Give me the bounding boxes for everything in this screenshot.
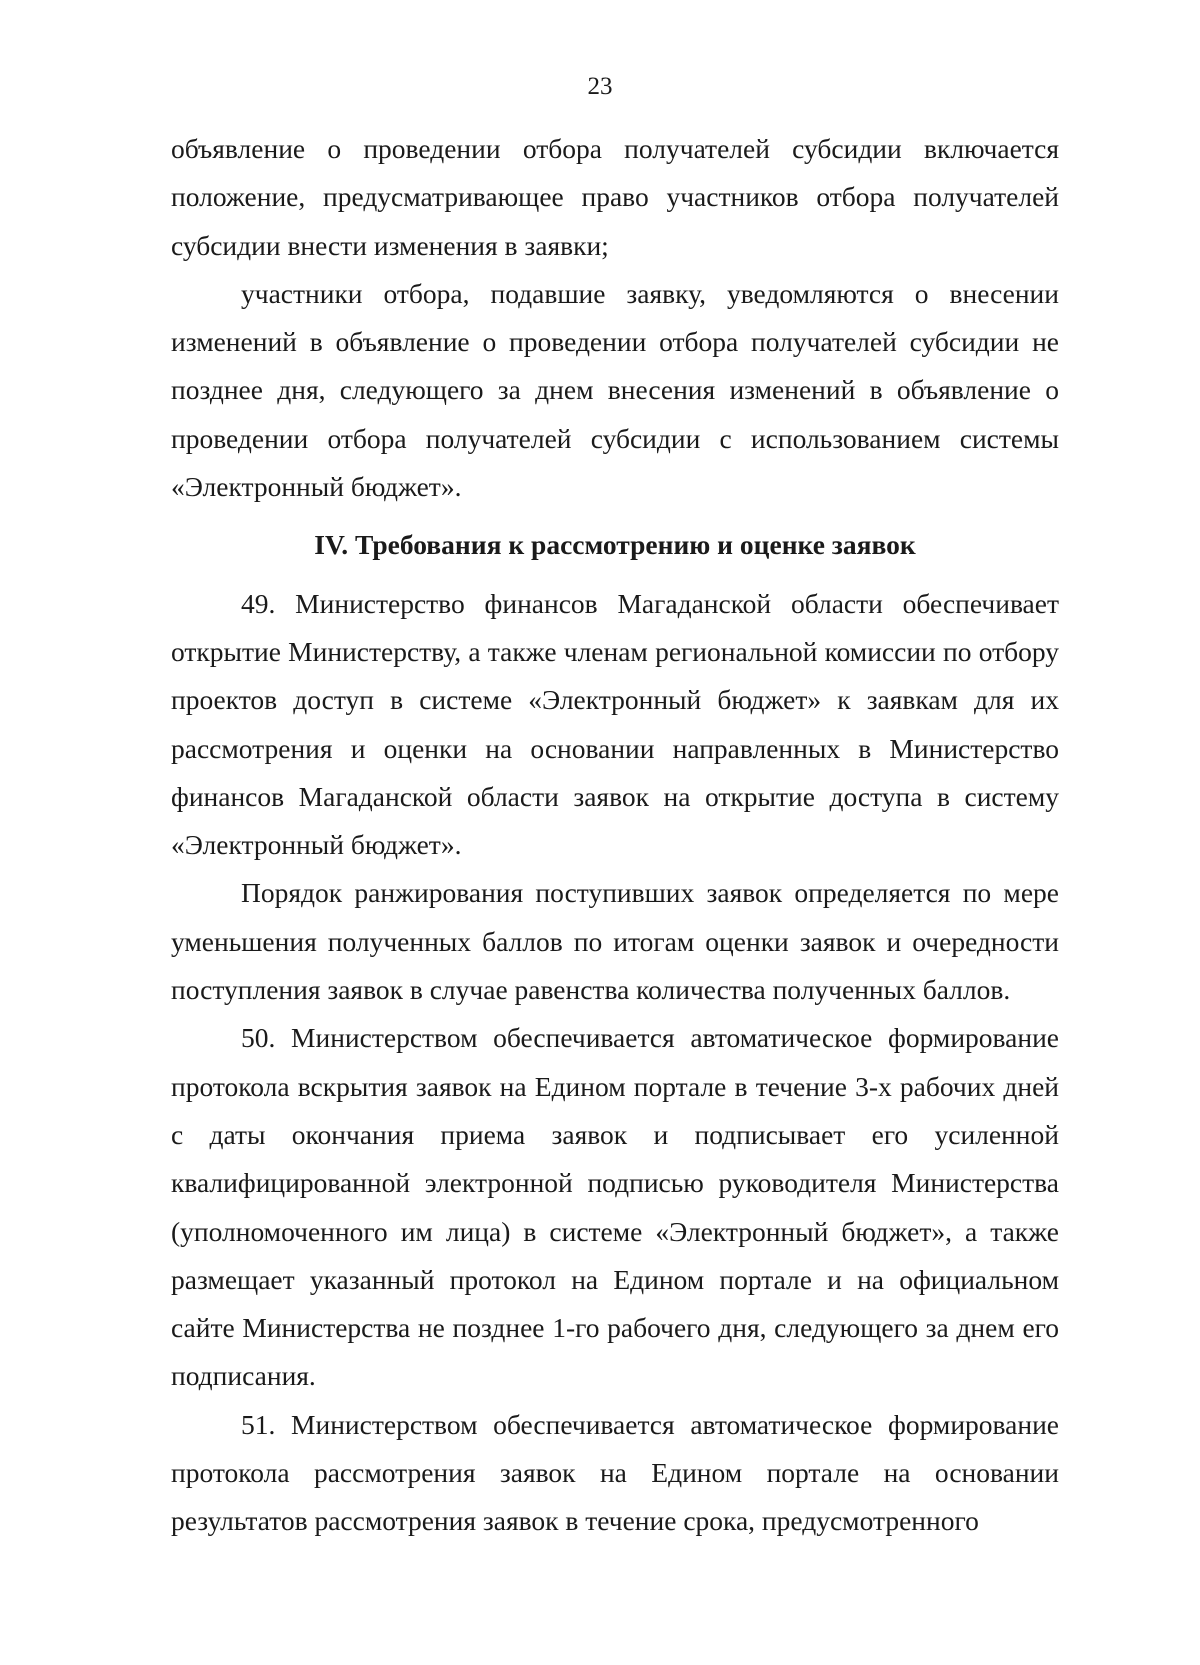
page-number: 23 (587, 73, 613, 100)
document-body (171, 125, 1059, 1546)
paragraph-50: 50. Министерством обеспечивается автоматическое формирование протокола вскрытия заявок на Едином портале в течение 3-х рабочих дней с даты окончания приема заявок и подписывает его усиленной квалифицированной электронной подписью руководителя Министерства (уполномоченного им лица) в системе «Электронный бюджет», а также размещает указанный протокол на Едином портале и на официальном сайте Министерства не позднее 1-го рабочего дня, следующего за днем его подписания. (171, 1022, 1059, 1392)
paragraph-continuation: объявление о проведении отбора получателей субсидии включается положение, предусматривающее право участников отбора получателей субсидии внести изменения в заявки; (171, 133, 1059, 261)
paragraph-participants-notification: участники отбора, подавшие заявку, уведомляются о внесении изменений в объявление о проведении отбора получателей субсидии не позднее дня, следующего за днем внесения изменений в объявление о проведении отбора получателей субсидии с использованием системы «Электронный бюджет». (171, 277, 1059, 503)
paragraph-ranking-order: Порядок ранжирования поступивших заявок определяется по мере уменьшения полученных баллов по итогам оценки заявок и очередности поступления заявок в случае равенства количества полученных баллов. (171, 877, 1059, 1006)
paragraph-51: 51. Министерством обеспечивается автоматическое формирование протокола рассмотрения заявок на Едином портале на основании результатов рассмотрения заявок в течение срока, предусмотренного (171, 1408, 1059, 1537)
paragraph-49: 49. Министерство финансов Магаданской области обеспечивает открытие Министерству, а также членам региональной комиссии по отбору проектов доступ в системе «Электронный бюджет» к заявкам для их рассмотрения и оценки на основании направленных в Министерство финансов Магаданской области заявок на открытие доступа в систему «Электронный бюджет». (171, 587, 1059, 861)
section-heading: IV. Требования к рассмотрению и оценке заявок (314, 529, 916, 561)
